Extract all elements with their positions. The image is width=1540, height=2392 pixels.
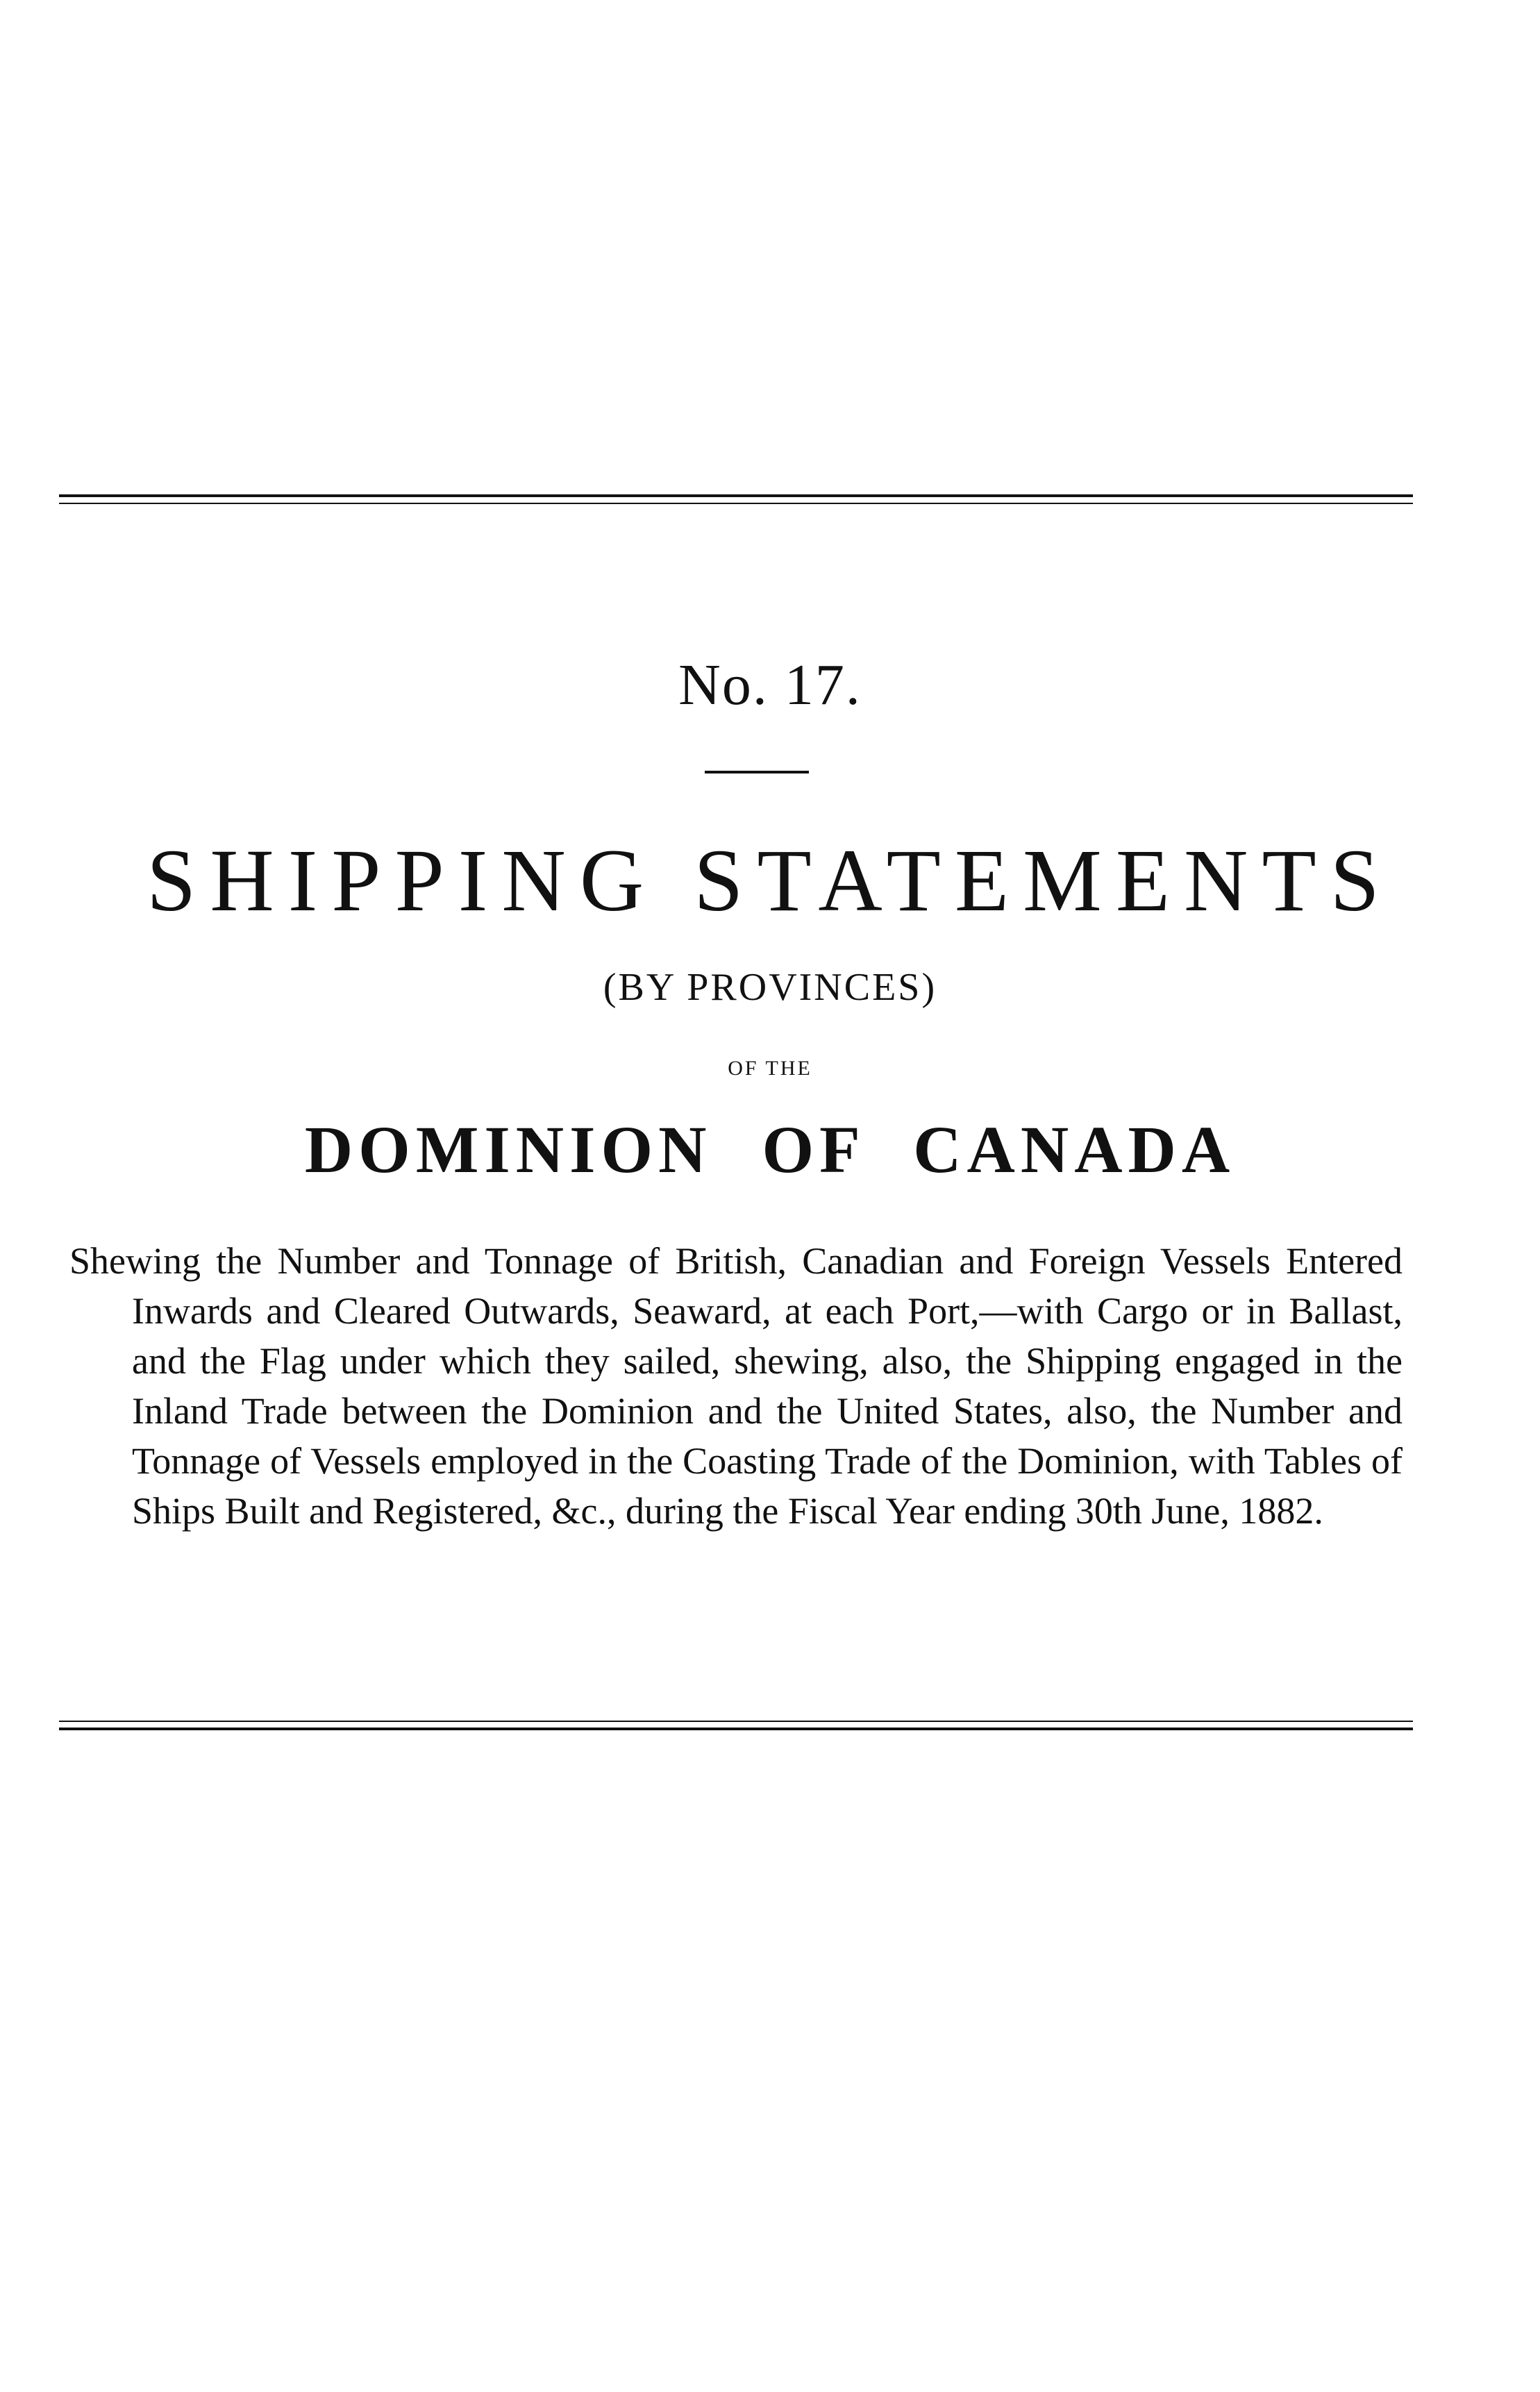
- document-number: No. 17.: [678, 653, 862, 717]
- jurisdiction-heading: DOMINION OF CANADA: [304, 1112, 1236, 1187]
- bottom-rule: [59, 1721, 1413, 1730]
- connector-text: OF THE: [728, 1057, 812, 1080]
- document-title: SHIPPING STATEMENTS: [147, 831, 1393, 930]
- title-divider: [705, 771, 809, 773]
- description-paragraph: Shewing the Number and Tonnage of British, Canadian and Foreign Vessels Entered Inwards and Cleared Outwards, Seaward, at each Port,—with Cargo or in Ballast, and the Flag under which they sailed, shewing, also, the Shipping engaged in the Inland Trade between the Dominion and the United States, also, the Number and Tonnage of Vessels employed in the Coasting Trade of the Dominion, with Tables of Ships Built and Registered, &c., during the Fiscal Year ending 30th June, 1882.: [69, 1240, 1403, 1532]
- top-rule: [59, 494, 1413, 504]
- document-subtitle: (BY PROVINCES): [603, 966, 937, 1009]
